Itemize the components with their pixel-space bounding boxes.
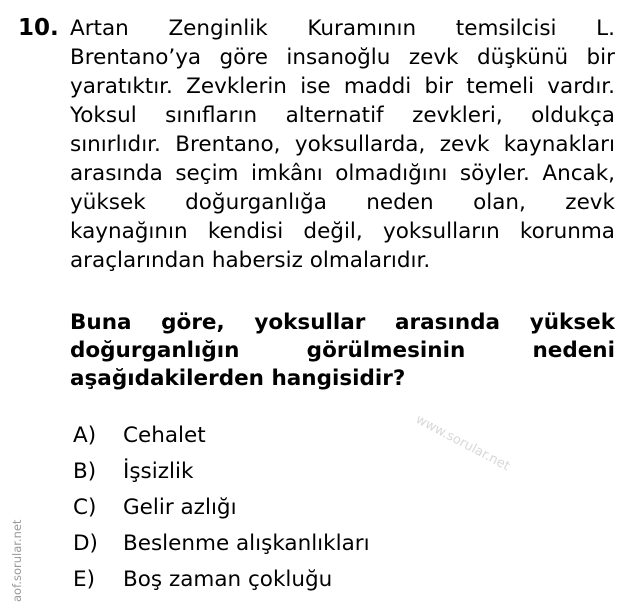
option-text: İşsizlik [123,459,194,484]
prompt-line: doğurganlığın görülmesinin nedeni [70,338,615,363]
stem-line: kaynağının kendisi değil, yoksulların korunma [70,219,615,244]
option-text: Gelir azlığı [123,495,237,520]
side-watermark: aof.sorular.net [10,519,24,602]
option-b[interactable] [73,454,573,490]
stem-line: arasında seçim imkânı olmadığını söyler. Ancak, [70,161,615,186]
option-c[interactable] [73,490,573,526]
question-prompt [70,309,615,393]
prompt-line: aşağıdakilerden hangisidir? [70,366,406,391]
answer-options [73,418,573,598]
option-letter: C) [73,495,97,520]
question-number: 10. [18,15,59,41]
question-stem [70,14,615,275]
watermark: www.sorular.net [412,412,513,475]
option-letter: B) [73,459,97,484]
option-letter: E) [73,567,95,592]
option-e[interactable] [73,562,573,598]
stem-line: yaratıktır. Zevklerin ise maddi bir temeli vardır. [70,74,615,99]
option-text: Boş zaman çokluğu [123,567,333,592]
option-letter: D) [73,531,98,556]
stem-line: araçlarından habersiz olmalarıdır. [70,248,431,273]
option-text: Cehalet [123,423,206,448]
stem-line: yüksek doğurganlığa neden olan, zevk [70,190,615,215]
option-d[interactable] [73,526,573,562]
stem-line: Yoksul sınıfların alternatif zevkleri, oldukça [70,103,615,128]
stem-line: sınırlıdır. Brentano, yoksullarda, zevk kaynakları [70,132,615,157]
option-letter: A) [73,423,97,448]
prompt-line: Buna göre, yoksullar arasında yüksek [70,310,615,335]
option-a[interactable] [73,418,573,454]
stem-line: Brentano’ya göre insanoğlu zevk düşkünü bir [70,45,615,70]
option-text: Beslenme alışkanlıkları [123,531,370,556]
stem-line: Artan Zenginlik Kuramının temsilcisi L. [70,16,615,41]
